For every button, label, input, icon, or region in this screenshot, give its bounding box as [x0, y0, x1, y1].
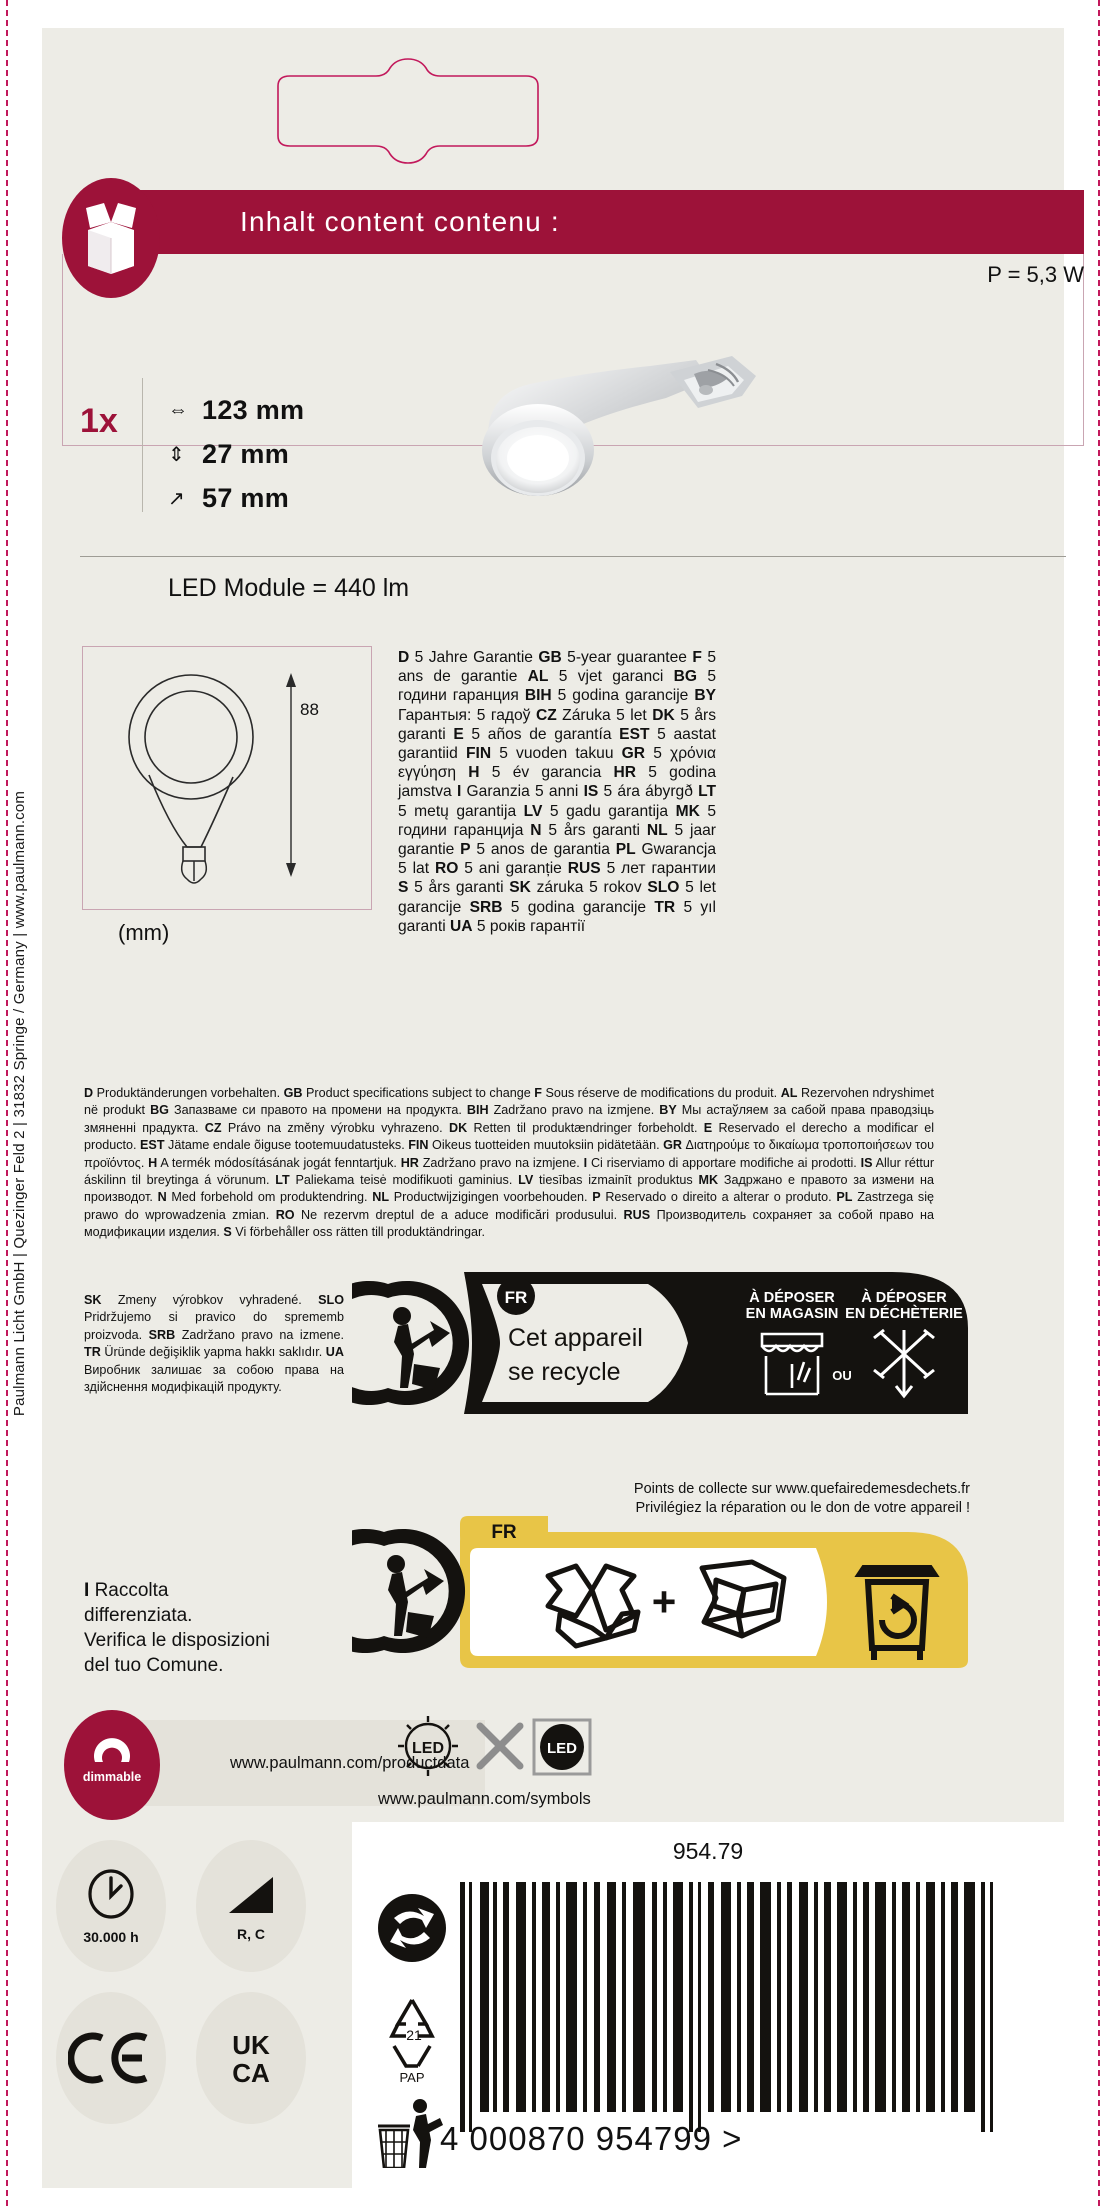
dimension-width-value: 123 mm [202, 394, 305, 425]
triman-note-line2: Privilégiez la réparation ou le don de votre appareil ! [635, 1500, 970, 1516]
dimension-row-diagonal [168, 476, 304, 520]
content-header-title: Inhalt content contenu : [240, 206, 560, 237]
symbols-url[interactable]: www.paulmann.com/symbols [378, 1790, 591, 1808]
triman-dark-country-label: FR [504, 1288, 528, 1307]
triman-option1-line1: À DÉPOSER [749, 1290, 835, 1306]
ce-mark-icon [56, 1992, 166, 2124]
disclaimer-text-top: D Produktänderungen vorbehalten. GB Product specifications subject to change F Sous réserve de modifications du produit. AL Rezervohen ndryshimet në produkt BG Запазваме си правото на промени на продукта. BIH Zadržano pravo na izmjene. BY Мы астаўляем за сабой права праводзіць змяненні прадукта. CZ Právo na změny výrobku vyhrazeno. DK Retten til produktændringer forbeholdt. E Reservado el derecho a modificar el producto. EST Jätame endale õiguse tootemuudatusteks. FIN Oikeus tuotteiden muutoksiin pidätetään. GR Διατηρούμε το δικαίωμα τροποποιήσεων του προϊόντος. H A termék módosításának jogát fenntartjuk. HR Zadržano pravo na izmjene. I Ci riserviamo di apportare modifiche ai prodotti. IS Allur réttur áskilinn til breytinga á vörunum. LT Paliekama teisė modifikuoti gaminius. LV tiesības izmainīt produktus MK Задржано е правото за измени на производот. N Med forbehold om produktendring. NL Productwijzigingen voorbehouden. P Reservado o direito a alterar o produto. PL Zastrzega się prawo do wprowadzenia zmian. RO Ne rezervm dreptul de a aduce modificări produsului. RUS Производитель сохраняет за собой право на модификации изделия. S Vi förbehåller oss rätten till produktändringar. [84, 1086, 935, 1240]
width-arrow-icon: ⇔ [168, 398, 188, 421]
italian-recycle-note [84, 1578, 344, 1678]
triman-option2-line1: À DÉPOSER [861, 1290, 947, 1306]
manufacturer-address: Paulmann Licht GmbH | Quezinger Feld 2 | 31832 Springe / Germany | www.paulmann.com [11, 790, 29, 1416]
spec-divider [142, 378, 143, 512]
dimmable-badge [64, 1710, 160, 1820]
drawing-dimension-value: 88 [300, 700, 319, 719]
triman-yellow-country-label: FR [491, 1522, 517, 1543]
lifetime-caption: 30.000 h [83, 1928, 139, 1945]
height-arrow-icon: ⇕ [168, 443, 185, 466]
power-value: P = 5,3 W [987, 262, 1084, 287]
triman-recycle-banner-dark [352, 1268, 968, 1418]
triman-yellow-plus: + [651, 1578, 677, 1625]
tidyman-icon [378, 2099, 443, 2168]
barcode-digits [440, 2120, 1040, 2158]
ukca-mark-icon [196, 1992, 306, 2124]
italian-note-line4: del tuo Comune. [84, 1655, 224, 1676]
open-box-icon [62, 178, 160, 298]
triman-dark-main-line1: Cet appareil [508, 1324, 643, 1352]
barcode-number: 4 000870 954799 [440, 2120, 712, 2157]
manufacturer-side-text [0, 0, 48, 2206]
barcode-trailing: > [722, 2120, 743, 2157]
triman-option1-line2: EN MAGASIN [745, 1306, 839, 1322]
dimensions-list [168, 388, 304, 520]
green-dot-icon [378, 1894, 446, 1962]
triman-packaging-banner-yellow [352, 1510, 968, 1670]
dimmer-icon [196, 1840, 306, 1972]
diagonal-arrow-icon: ↗ [168, 487, 185, 510]
triman-option2-line2: EN DÉCHÈTERIE [845, 1306, 963, 1322]
italian-note-line2: differenziata. [84, 1605, 193, 1626]
dimension-row-height [168, 432, 304, 476]
italian-note-line1: Raccolta [94, 1580, 169, 1601]
pap-code: 21 [406, 2027, 422, 2043]
drawing-unit-label: (mm) [118, 920, 170, 945]
led-module-value: LED Module = 440 lm [168, 574, 410, 602]
dimmer-caption: R, C [237, 1925, 265, 1942]
dimmable-label: dimmable [82, 1770, 142, 1784]
led-circle-label: LED [412, 1740, 444, 1757]
article-number: 954.79 [672, 1838, 744, 1864]
dimension-row-width [168, 388, 304, 432]
barcode-bars [460, 1882, 1020, 2132]
italian-note-line3: Verifica le disposizioni [84, 1630, 270, 1651]
hang-hole-outline [268, 58, 548, 166]
dimension-height-value: 27 mm [202, 438, 290, 469]
disclaimer-text-bottom: SK Zmeny výrobkov vyhradené. SLO Pridržujemo si pravico do sprememb proizvoda. SRB Zadržano pravo na izmene. TR Üründe değişiklik yapma hakkı saklıdır. UA Виробник залишає за собою права на здійснення модифікацій продукту. [84, 1293, 344, 1395]
led-symbols-group [388, 1712, 618, 1780]
content-header-bar [110, 190, 1084, 254]
feature-icon-grid [56, 1840, 336, 2160]
triman-note-line1: Points de collecte sur www.quefairedemesdechets.fr [633, 1481, 970, 1497]
svg-text:CA: CA [232, 2058, 270, 2088]
warranty-text: D 5 Jahre Garantie GB 5-year guarantee F 5 ans de garantie AL 5 vjet garanci BG 5 години гаранция BIH 5 godina garancije BY Гарантыя: 5 гадоў CZ Záruka 5 let DK 5 års garanti E 5 años de garantía EST 5 aastat garantiid FIN 5 vuoden takuu GR 5 χρόνια εγγύηση H 5 év garancia HR 5 godina jamstva I Garanzia 5 anni IS 5 ára ábyrgð LT 5 metų garantija LV 5 gadu garantija MK 5 години гаранција N 5 års garanti NL 5 jaar garantie P 5 anos de garantia PL Gwarancja 5 lat RO 5 ani garanție RUS 5 лет гарантии S 5 års garanti SK záruka 5 rokov SLO 5 let garancije SRB 5 godina garancije TR 5 yıl garanti UA 5 років гарантії [398, 649, 717, 935]
triman-or-label: OU [832, 1368, 852, 1383]
spec-horizontal-rule [80, 556, 1066, 557]
dimmable-icon [89, 1722, 135, 1766]
triman-dark-main-line2: se recycle [508, 1358, 621, 1386]
lifetime-icon [56, 1840, 166, 1972]
dimension-diagonal-value: 57 mm [202, 482, 290, 513]
technical-drawing-box [82, 646, 372, 910]
svg-text:UK: UK [232, 2030, 270, 2060]
led-square-label: LED [547, 1740, 577, 1757]
pap-label: PAP [399, 2070, 425, 2085]
quantity-value: 1x [80, 402, 118, 440]
productdata-url[interactable]: www.paulmann.com/productdata [230, 1753, 470, 1772]
product-photo [470, 354, 770, 544]
italian-note-code: I [84, 1580, 90, 1601]
perforation-right [1098, 0, 1100, 2206]
